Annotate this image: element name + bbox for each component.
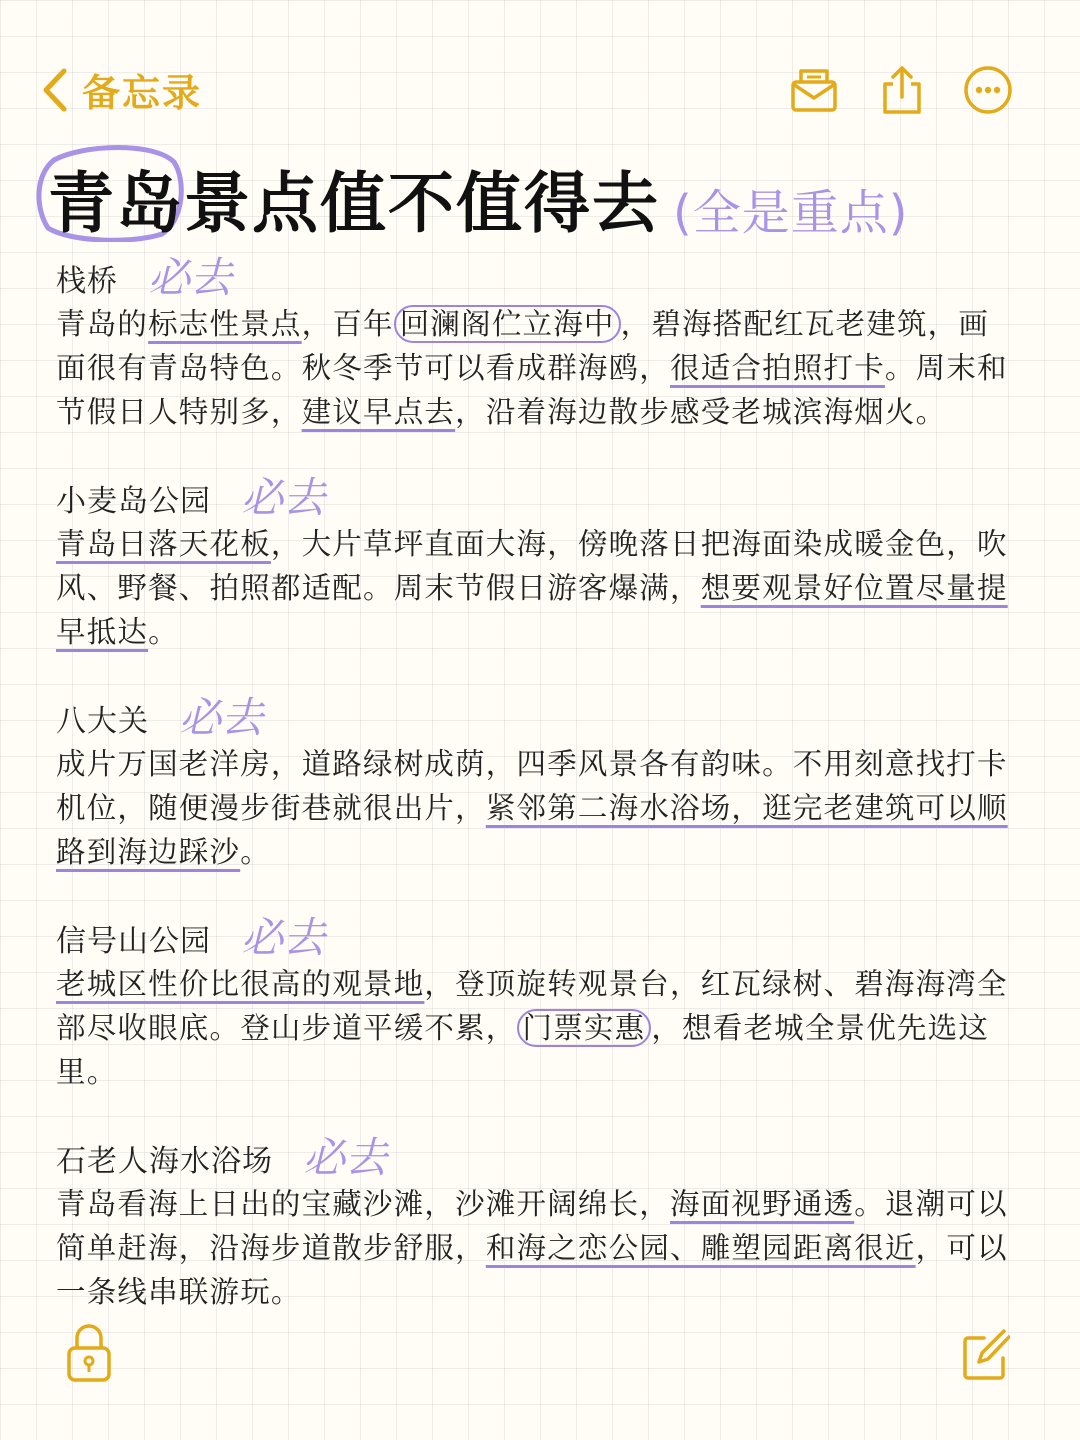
lock-button[interactable]: [64, 1322, 114, 1384]
chevron-left-icon: [40, 67, 70, 113]
body-text: ，沿着海边散步感受老城滨海烟火。: [455, 395, 947, 429]
highlighted-phrase: 很适合拍照打卡: [670, 351, 885, 385]
share-icon: [876, 64, 928, 116]
highlighted-phrase: 和海之恋公园、雕塑园距离很近: [485, 1231, 916, 1265]
compose-icon: [960, 1322, 1010, 1384]
highlighted-phrase: 海面视野通透: [670, 1187, 855, 1221]
back-label: 备忘录: [82, 71, 203, 115]
must-go-tag: 必去: [303, 1133, 388, 1182]
section-title: 小麦岛公园: [56, 484, 211, 519]
body-text: 。退潮可以简单赶海，沿海步道散步舒服，: [56, 1187, 1008, 1265]
top-toolbar: [0, 0, 1080, 160]
section-badaguan: [56, 692, 1016, 874]
body-text: ，想看老城全景优先选这里。: [56, 1011, 990, 1089]
compose-button[interactable]: [960, 1322, 1010, 1384]
must-go-tag: 必去: [148, 253, 233, 302]
must-go-tag: 必去: [241, 473, 326, 522]
highlighted-phrase: 老城区性价比很高的观景地: [56, 967, 425, 1001]
section-xinhaoshan: [56, 912, 1016, 1094]
body-text: ，大片草坪直面大海，傍晚落日把海面染成暖金色，吹风、野餐、拍照都适配。周末节假日游客爆满，: [56, 527, 1008, 605]
envelope-button[interactable]: [788, 64, 840, 116]
body-text: ，可以一条线串联游玩。: [56, 1231, 1008, 1309]
highlighted-phrase: 想要观景好位置尽量提早抵达: [56, 571, 1008, 649]
back-button[interactable]: [40, 62, 202, 117]
section-body: [56, 742, 1016, 874]
body-text: ，登顶旋转观景台，红瓦绿树、碧海海湾全部尽收眼底。登山步道平缓不累，: [56, 967, 1008, 1045]
section-title: 石老人海水浴场: [56, 1144, 273, 1179]
body-text: ，碧海搭配红瓦老建筑，画面很有青岛特色。秋冬季节可以看成群海鸥，: [56, 307, 990, 385]
page-title: 青岛景点值不值得去: [48, 165, 660, 242]
title-note: (全是重点): [673, 185, 909, 241]
highlighted-phrase: 紧邻第二海水浴场，逛完老建筑可以顺路到海边踩沙: [56, 791, 1008, 869]
highlighted-phrase: 建议早点去: [301, 395, 456, 429]
circled-phrase: 回澜阁伫立海中: [394, 305, 621, 343]
body-text: 。: [148, 615, 179, 649]
note-title-area: [48, 150, 1048, 240]
section-xiaomaidao: [56, 472, 1016, 654]
share-button[interactable]: [876, 64, 928, 116]
more-icon: [962, 64, 1014, 116]
lock-icon: [64, 1322, 114, 1384]
must-go-tag: 必去: [179, 693, 264, 742]
section-body: [56, 522, 1016, 654]
body-text: 。周末和节假日人特别多，: [56, 351, 1008, 429]
section-title: 栈桥: [56, 264, 118, 299]
must-go-tag: 必去: [241, 913, 326, 962]
section-title: 八大关: [56, 704, 149, 739]
more-button[interactable]: [962, 64, 1014, 116]
section-body: [56, 962, 1016, 1094]
section-title: 信号山公园: [56, 924, 211, 959]
body-text: 。: [240, 835, 271, 869]
highlighted-phrase: 标志性景点: [148, 307, 302, 341]
section-body: [56, 1182, 1016, 1314]
body-text: 青岛的: [56, 307, 149, 341]
body-text: ，百年: [301, 307, 394, 341]
envelope-icon: [788, 64, 840, 116]
circled-phrase: 门票实惠: [517, 1009, 652, 1047]
section-zhanqiao: [56, 252, 1016, 434]
section-shilaoren: [56, 1132, 1016, 1314]
section-body: [56, 302, 1016, 434]
highlighted-phrase: 青岛日落天花板: [56, 527, 271, 561]
body-text: 青岛看海上日出的宝藏沙滩，沙滩开阔绵长，: [56, 1187, 671, 1221]
body-text: 成片万国老洋房，道路绿树成荫，四季风景各有韵味。不用刻意找打卡机位，随便漫步街巷就很出片，: [56, 747, 1008, 825]
